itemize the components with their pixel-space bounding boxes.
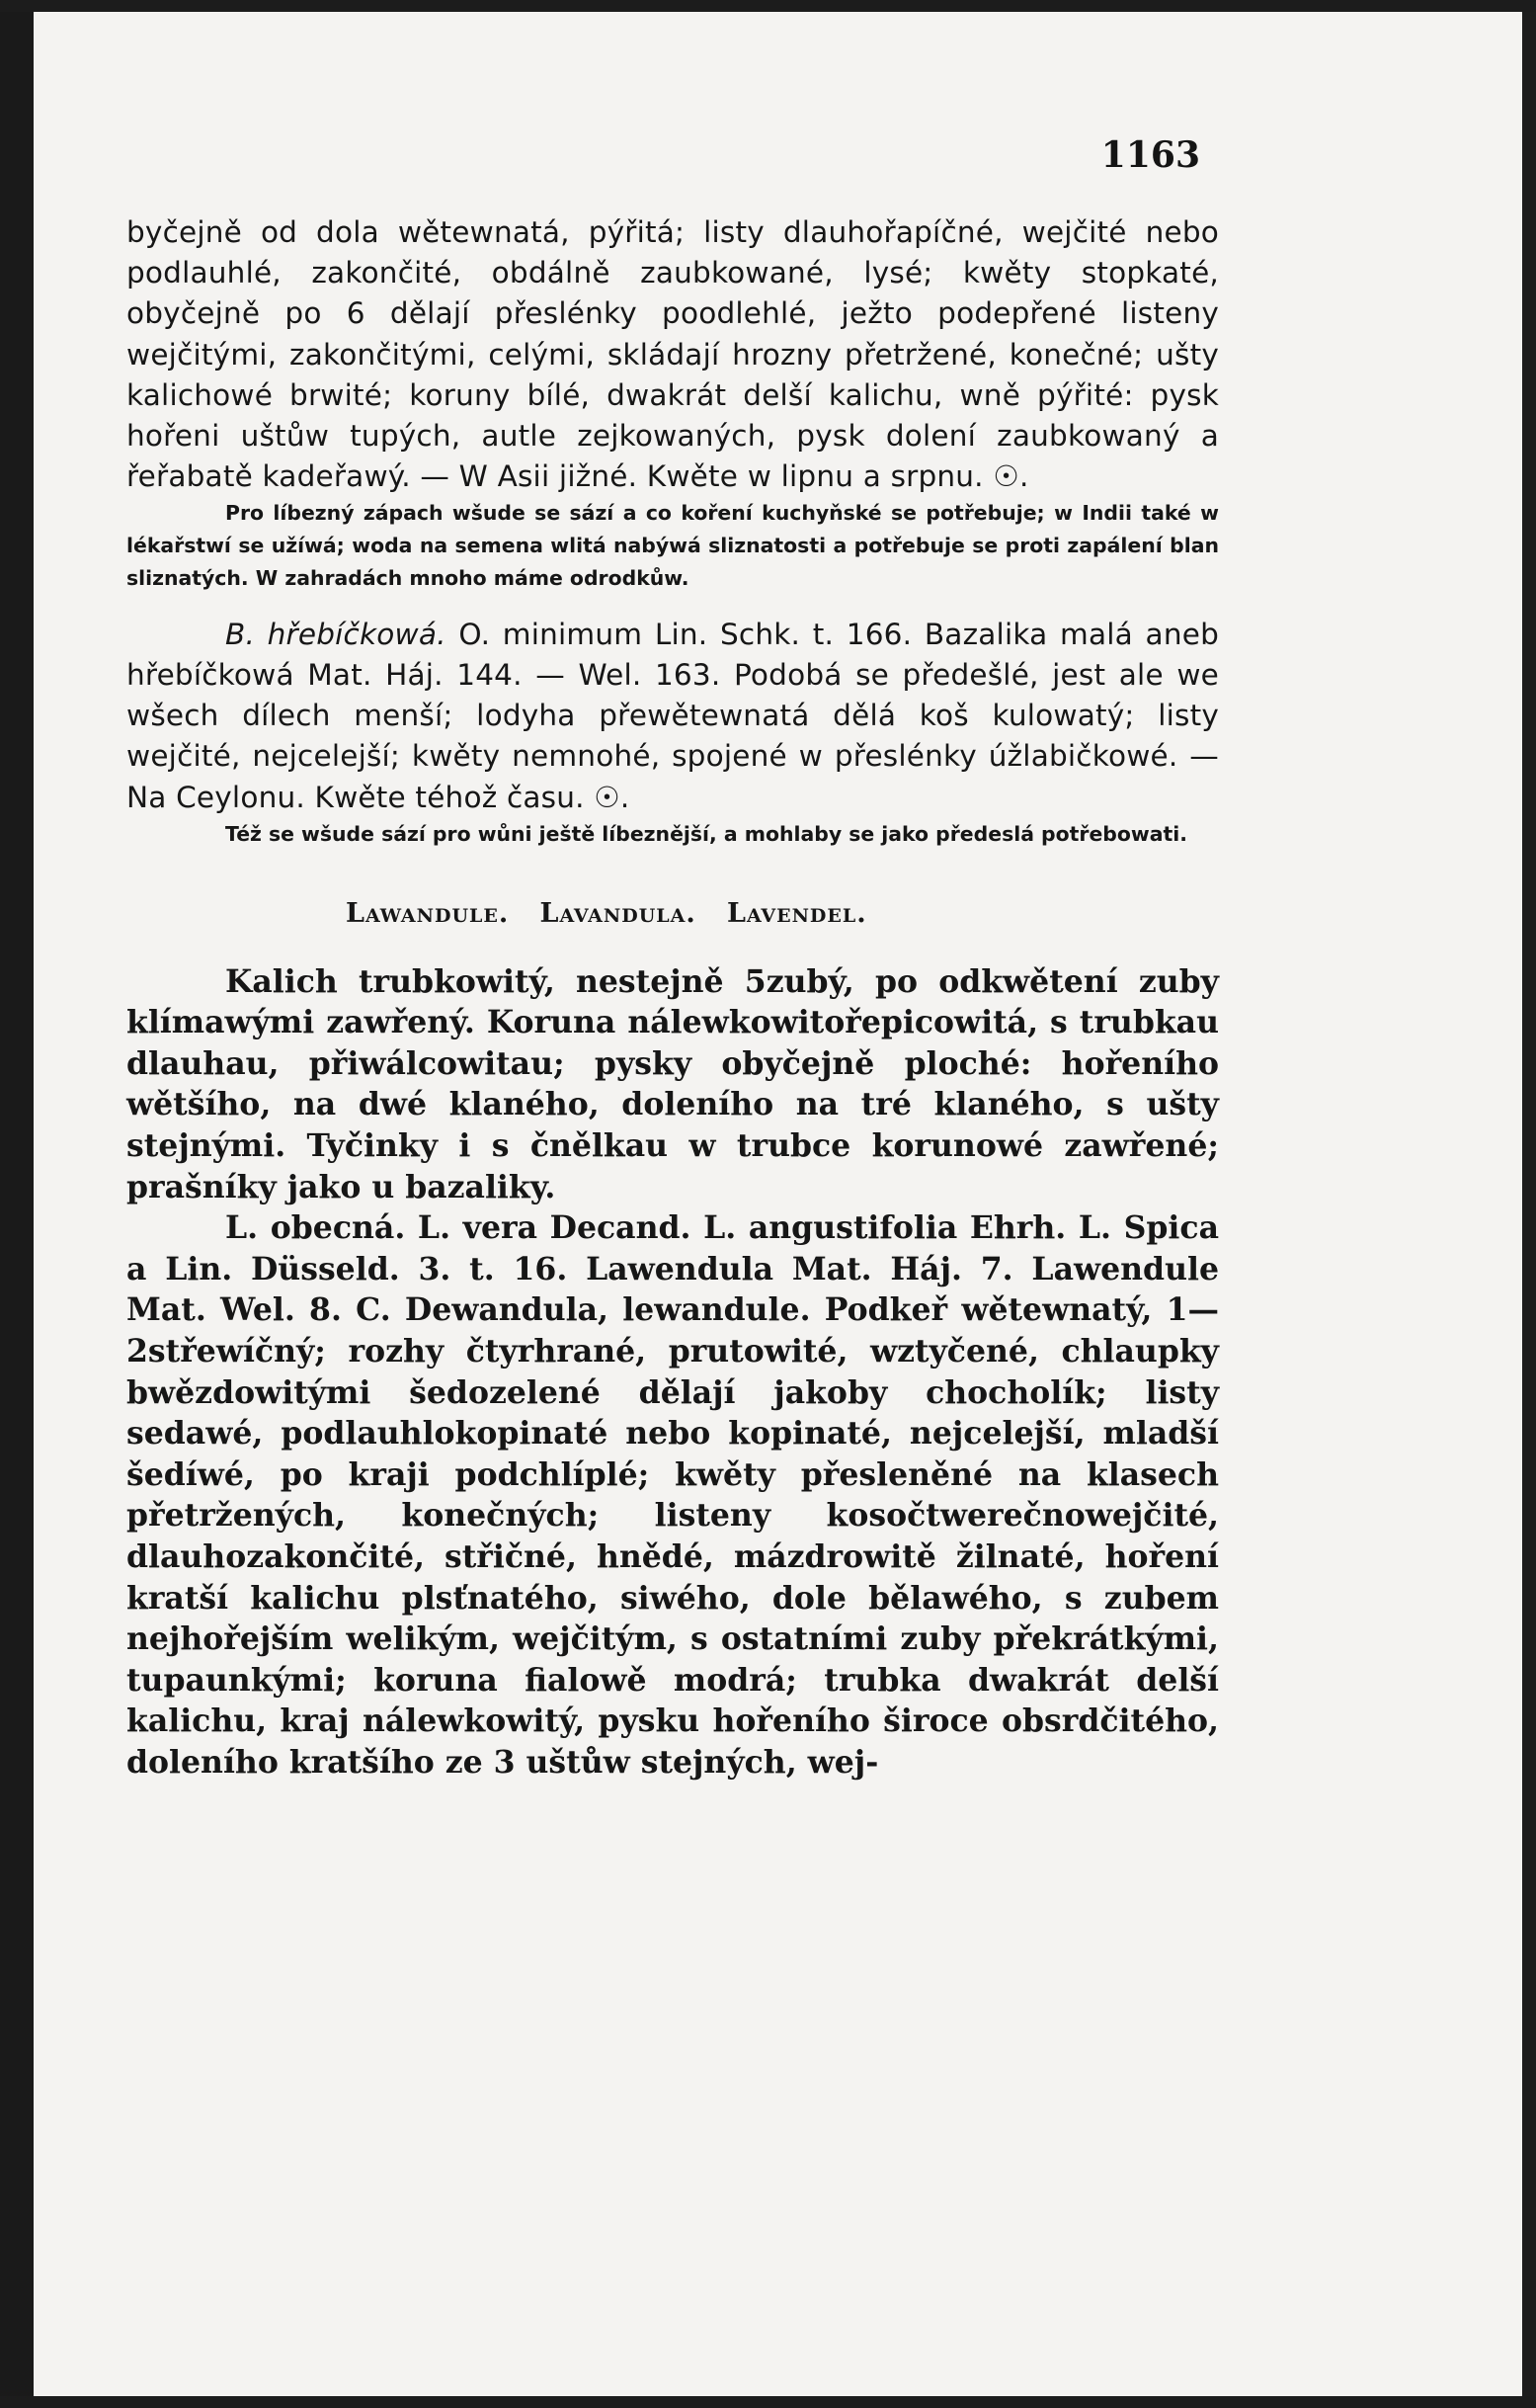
right-page-edge	[1522, 0, 1536, 2408]
spacer	[126, 595, 1219, 615]
note-paragraph: Pro líbezný zápach wšude se sází a co koření kuchyňské se potřebuje; w Indii také w lékařstwí se užíwá; woda na semena wlitá nabýwá sliznatosti a potřebuje se proti zapálení blan sliznatých. W zahradách mnoho máme odrodkůw.	[126, 501, 1219, 591]
genus-description: Kalich trubkowitý, nestejně 5zubý, po odkwětení zuby klímawými zawřený. Koruna nálewkowitořepicowitá, s trubkau dlauhau, přiwálcowitau; pysky obyčejně ploché: hořeního wětšího, na dwé klaného, doleního na tré klaného, s ušty stejnými. Tyčinky i s čnělkau w trubce korunowé zawřené; prašníky jako u bazaliky.	[126, 962, 1219, 1205]
genus-name-czech: Lawandule.	[346, 897, 510, 929]
species-entry-b	[126, 615, 1219, 818]
genus-name-latin: Lavandula.	[539, 897, 696, 929]
spacer	[126, 851, 1219, 894]
species-label: B. hřebíčkowá.	[225, 617, 446, 651]
page-number: 1163	[1100, 134, 1200, 176]
genus-name-german: Lavendel.	[727, 897, 867, 929]
paragraph-continued: byčejně od dola wětewnatá, pýřitá; listy dlauhořapíčné, wejčité nebo podlauhlé, zakončité, obdálně zaubkowané, lysé; kwěty stopkaté, obyčejně po 6 dělají přeslénky poodlehlé, ježto podepřené listeny wejčitými, zakončitými, celými, skládají hrozny přetržené, konečné; ušty kalichowé brwité; koruny bílé, dwakrát delší kalichu, wně pýřité: pysk hořeni uštůw tupých, autle zejkowaných, pysk dolení zaubkowaný a řeřabatě kadeřawý. — W Asii jižné. Kwěte w lipnu a srpnu. ☉.	[126, 215, 1219, 494]
spacer	[126, 934, 1219, 961]
species-entry-lavender: L. obecná. L. vera Decand. L. angustifolia Ehrh. L. Spica a Lin. Düsseld. 3. t. 16. Lawendula Mat. Háj. 7. Lawendule Mat. Wel. 8. C. Dewandula, lewandule. Podkeř wětewnatý, 1—2střewíčný; rozhy čtyrhrané, prutowité, wztyčené, chlaupky bwězdowitými šedozelené dělají jakoby chocholík; listy sedawé, podlauhlokopinaté nebo kopinaté, nejcelejší, mladší šedíwé, po kraji podchlíplé; kwěty přesleněné na klasech přetržených, konečných; listeny kosočtwerečnowejčité, dlauhozakončité, střičné, hnědé, mázdrowitě žilnaté, hoření kratší kalichu plsťnatého, siwého, dole bělawého, s zubem nejhořejším welikým, wejčitým, s ostatními zuby překrátkými, tupaunkými; koruna fialowě modrá; trubka dwakrát delší kalichu, kraj nálewkowitý, pysku hořeního široce obsrdčitého, doleního kratšího ze 3 uštůw stejných, wej-	[126, 1209, 1219, 1781]
genus-heading	[346, 894, 1219, 934]
top-page-edge	[0, 0, 1536, 12]
page-content	[126, 212, 1219, 1784]
bottom-page-edge	[0, 2396, 1536, 2408]
binding-edge	[0, 0, 34, 2408]
note-paragraph-b: Též se wšude sází pro wůni ještě líbeznější, a mohlaby se jako předeslá potřebowati.	[225, 821, 1187, 846]
species-text: O. minimum Lin. Schk. t. 166. Bazalika malá aneb hřebíčkowá Mat. Háj. 144. — Wel. 163. Podobá se předešlé, jest ale we wšech dílech menší; lodyha přewětewnatá dělá koš kulowatý; listy wejčité, nejcelejší; kwěty nemnohé, spojené w přeslénky úžlabičkowé. — Na Ceylonu. Kwěte téhož času. ☉.	[126, 617, 1220, 814]
